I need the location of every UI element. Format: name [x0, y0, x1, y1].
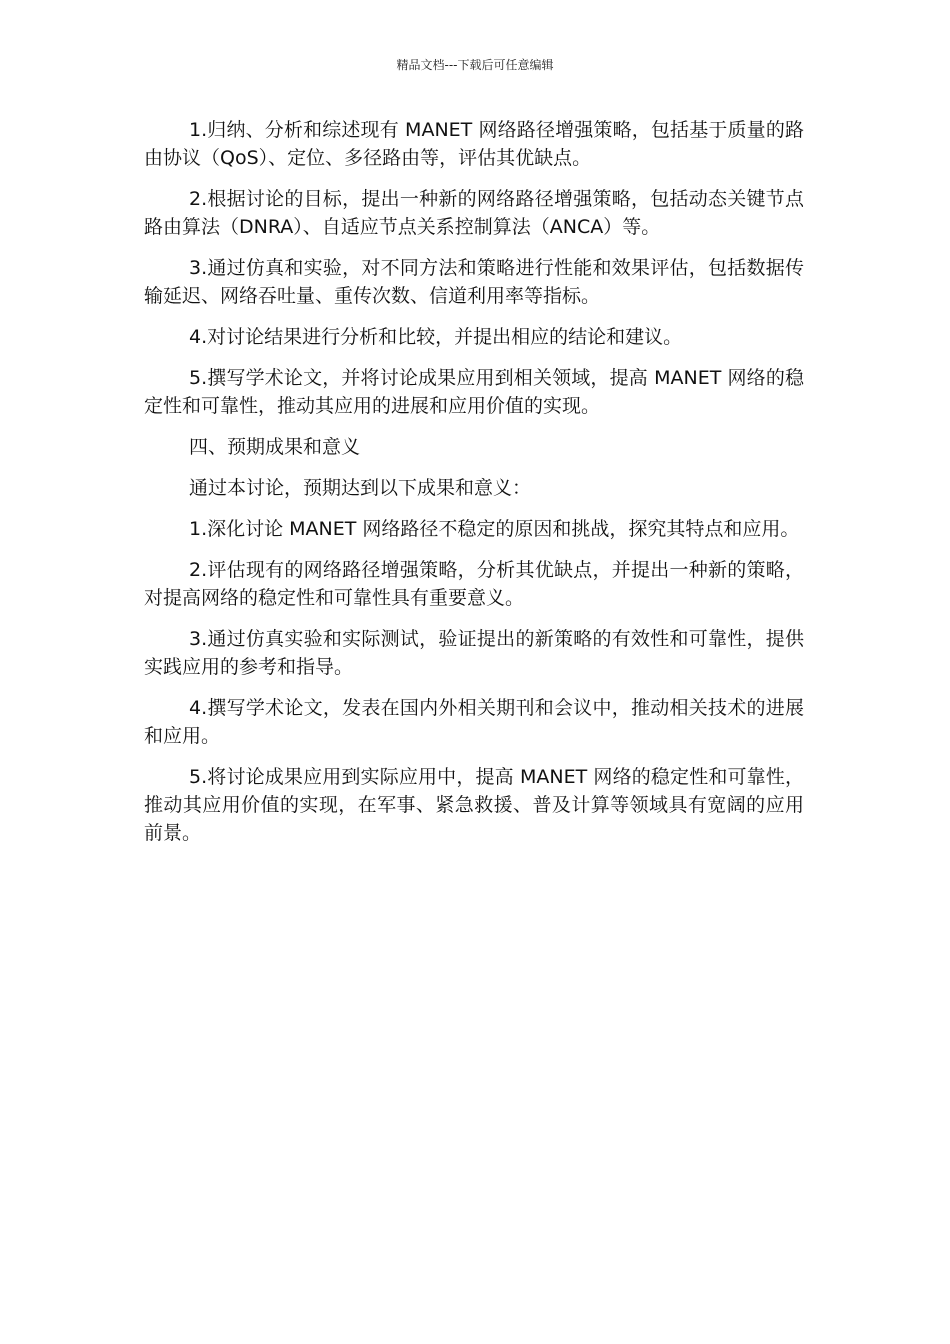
result-item-3: 3.通过仿真实验和实际测试，验证提出的新策略的有效性和可靠性，提供实践应用的参考和指导。	[144, 628, 804, 678]
result-item-5: 5.将讨论成果应用到实际应用中，提高 MANET 网络的稳定性和可靠性，推动其应用价值的实现，在军事、紧急救援、普及计算等领域具有宽阔的应用前景。	[144, 766, 804, 844]
goal-item-4: 4.对讨论结果进行分析和比较，并提出相应的结论和建议。	[189, 326, 683, 348]
section-heading-expected-results: 四、预期成果和意义	[189, 436, 361, 458]
goal-item-5: 5.撰写学术论文，并将讨论成果应用到相关领域，提高 MANET 网络的稳定性和可靠性，推动其应用的进展和应用价值的实现。	[144, 367, 804, 417]
result-item-2: 2.评估现有的网络路径增强策略，分析其优缺点，并提出一种新的策略，对提高网络的稳定性和可靠性具有重要意义。	[144, 559, 804, 609]
result-item-4: 4.撰写学术论文，发表在国内外相关期刊和会议中，推动相关技术的进展和应用。	[144, 697, 804, 747]
goal-item-3: 3.通过仿真和实验，对不同方法和策略进行性能和效果评估，包括数据传输延迟、网络吞吐量、重传次数、信道利用率等指标。	[144, 257, 804, 307]
goal-item-1: 1.归纳、分析和综述现有 MANET 网络路径增强策略，包括基于质量的路由协议（QoS）、定位、多径路由等，评估其优缺点。	[144, 119, 804, 169]
goal-item-2: 2.根据讨论的目标，提出一种新的网络路径增强策略，包括动态关键节点路由算法（DNRA）、自适应节点关系控制算法（ANCA）等。	[144, 188, 804, 238]
section-intro: 通过本讨论，预期达到以下成果和意义：	[189, 477, 532, 499]
result-item-1: 1.深化讨论 MANET 网络路径不稳定的原因和挑战，探究其特点和应用。	[189, 518, 800, 540]
document-body	[144, 116, 804, 860]
page-header: 精品文档---下载后可任意编辑	[396, 58, 554, 72]
